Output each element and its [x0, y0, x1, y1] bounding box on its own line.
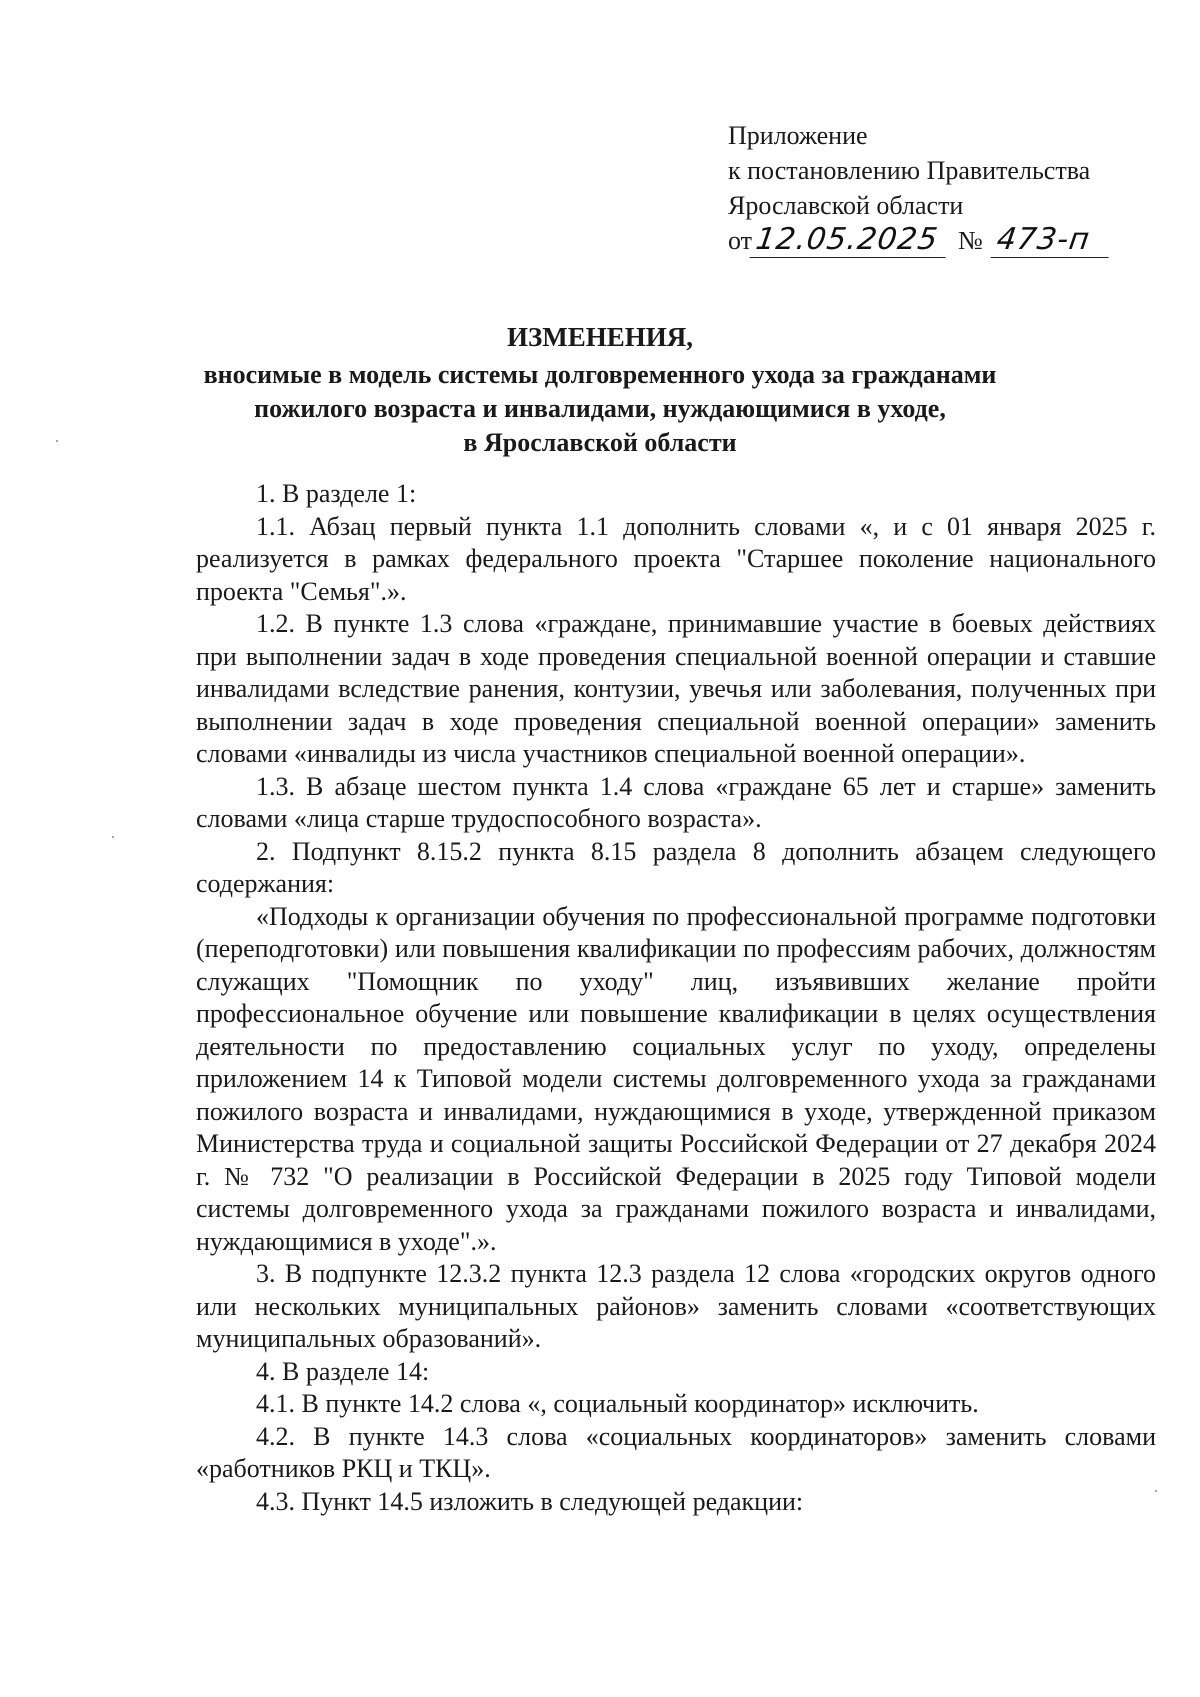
appendix-date-number — [728, 223, 1168, 258]
document-title — [180, 320, 1020, 460]
paragraph: «Подходы к организации обучения по профессиональной программе подготовки (переподготовки) или повышения квалификации по профессиям рабочих, должностям служащих "Помощник по уходу" лиц, изъявивших желание пройти профессиональное обучение или повышение квалификации в целях осуществления деятельности по предоставлению социальных услуг по уходу, определены приложением 14 к Типовой модели системы долговременного ухода за гражданами пожилого возраста и инвалидами, нуждающимися в уходе, утвержденной приказом Министерства труда и социальной защиты Российской Федерации от 27 декабря 2024 г. № 732 "О реализации в Российской Федерации в 2025 году Типовой модели системы долговременного ухода за гражданами пожилого возраста и инвалидами, нуждающимися в уходе".». — [196, 901, 1156, 1256]
paragraph: 1. В разделе 1: — [256, 479, 417, 508]
appendix-reference: к постановлению Правительства — [728, 156, 1091, 185]
scan-speck — [56, 440, 58, 442]
paragraph: 4.2. В пункте 14.3 слова «социальных координаторов» заменить словами «работников РКЦ и ТКЦ». — [196, 1421, 1156, 1483]
paragraph: 1.1. Абзац первый пункта 1.1 дополнить словами «, и с 01 января 2025 г. реализуется в рамках федерального проекта "Старшее поколение национального проекта "Семья".». — [196, 511, 1156, 606]
paragraph: 4.1. В пункте 14.2 слова «, социальный координатор» исключить. — [256, 1389, 979, 1418]
paragraph: 1.3. В абзаце шестом пункта 1.4 слова «граждане 65 лет и старше» заменить словами «лица старше трудоспособного возраста». — [196, 771, 1156, 833]
appendix-header — [728, 118, 1168, 258]
paragraph: 4. В разделе 14: — [256, 1356, 430, 1386]
scan-speck — [1155, 1490, 1157, 1492]
paragraph: 1.2. В пункте 1.3 слова «граждане, принимавшие участие в боевых действиях при выполнении задач в ходе проведения специальной военной операции и ставшие инвалидами вследствие ранения, контузии, увечья или заболевания, полученных при выполнении задач в ходе проведения специальной военной операции» заменить словами «инвалиды из числа участников специальной военной операции». — [196, 609, 1156, 768]
title-main: ИЗМЕНЕНИЯ, — [506, 322, 693, 352]
paragraph: 3. В подпункте 12.3.2 пункта 12.3 раздела 12 слова «городских округов одного или нескольких муниципальных районов» заменить словами «соответствующих муниципальных образований». — [196, 1259, 1156, 1353]
paragraph: 2. Подпункт 8.15.2 пункта 8.15 раздела 8 дополнить абзацем следующего содержания: — [196, 836, 1156, 898]
title-line-2: пожилого возраста и инвалидами, нуждающимися в уходе, — [254, 394, 946, 423]
appendix-title: Приложение — [728, 121, 868, 150]
handwritten-number: 473-п — [990, 223, 1113, 258]
scan-speck — [112, 836, 114, 838]
appendix-region: Ярославской области — [728, 191, 964, 220]
document-body — [196, 478, 1156, 1518]
date-prefix: от — [728, 226, 753, 255]
paragraph: 4.3. Пункт 14.5 изложить в следующей редакции: — [256, 1486, 804, 1516]
title-line-3: в Ярославской области — [463, 428, 737, 457]
number-label: № — [958, 226, 983, 255]
handwritten-date: 12.05.2025 — [750, 223, 951, 258]
title-line-1: вносимые в модель системы долговременного ухода за гражданами — [203, 360, 997, 389]
